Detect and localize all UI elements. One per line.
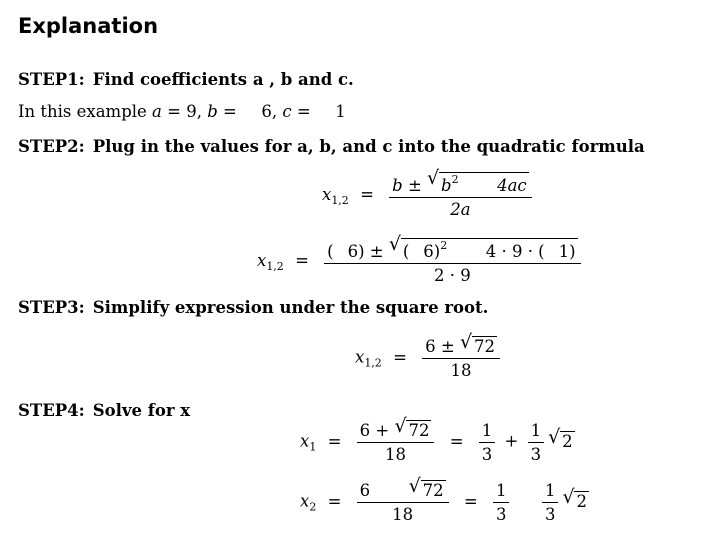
lhs-var: x (300, 431, 310, 451)
eq-sign: = (223, 102, 237, 121)
exponent: 2 (451, 173, 459, 186)
a-var: a (152, 102, 162, 121)
step4-label: STEP4: (18, 401, 85, 420)
x1-fraction (357, 415, 435, 464)
step2-label: STEP2: (18, 137, 85, 156)
constant: 6 (425, 337, 436, 356)
x2-solution (300, 475, 589, 524)
third-fraction (493, 481, 510, 524)
constant: 6 (359, 481, 371, 500)
b-term: b (392, 176, 403, 195)
lhs-subscript: 1,2 (331, 194, 349, 207)
fraction-numerator: 1 (495, 480, 507, 500)
four-ac: 4ac (497, 176, 527, 195)
step1-heading (18, 70, 354, 89)
x2-denominator: 18 (357, 502, 449, 524)
plugged-fraction (324, 233, 580, 285)
radical-icon: √ (388, 233, 401, 255)
x1-numerator (357, 415, 435, 442)
sqrt-discriminant (388, 233, 578, 261)
c-var: c (282, 102, 292, 121)
radicand: 72 (408, 421, 430, 440)
b-value: 6, (261, 102, 278, 121)
third-fraction (542, 481, 559, 524)
eq-sign: = (393, 347, 407, 367)
simplified-fraction (422, 331, 500, 380)
fraction-denominator: 3 (479, 442, 496, 464)
formula-fraction (389, 167, 532, 219)
lhs-subscript: 1,2 (364, 356, 382, 370)
simplified-numerator (422, 331, 500, 358)
pm-sign: ± (440, 337, 455, 356)
pm-sign: ± (407, 176, 422, 195)
lhs-subscript: 1 (309, 440, 317, 454)
eq-sign: = (296, 102, 311, 121)
b-value: 6) (423, 242, 441, 261)
step4-heading (18, 401, 190, 420)
third-fraction (528, 421, 545, 464)
sqrt-discriminant (427, 167, 529, 195)
eq-sign: = (327, 491, 342, 511)
sqrt-term (408, 475, 446, 500)
lhs-var: x (322, 185, 332, 204)
radicand: 72 (473, 337, 495, 356)
lhs-var: x (355, 347, 365, 367)
four-ac-product: 4 · 9 · ( (485, 242, 545, 261)
lhs-subscript: 2 (309, 500, 317, 514)
eq-sign: = (463, 491, 478, 511)
plus-sign: + (504, 431, 519, 451)
fraction-numerator: 1 (530, 420, 542, 440)
paren-open: ( (327, 242, 334, 261)
step3-label: STEP3: (18, 298, 85, 317)
x1-denominator: 18 (357, 442, 435, 464)
lhs-var: x (300, 491, 310, 511)
fraction-denominator: 3 (542, 502, 559, 524)
quadratic-formula (322, 167, 536, 219)
lhs-subscript: 1,2 (266, 260, 284, 273)
b-var: b (207, 102, 218, 121)
fraction-numerator: 1 (544, 480, 556, 500)
simplified-formula (355, 331, 504, 380)
fraction-numerator: 1 (481, 420, 493, 440)
radical-icon: √ (562, 485, 575, 508)
page-title: Explanation (18, 14, 159, 38)
eq-sign: = (449, 431, 464, 451)
step3-heading (18, 298, 488, 317)
example-prefix: In this example (18, 102, 147, 121)
x2-fraction (357, 475, 449, 524)
radical-icon: √ (394, 415, 407, 437)
neg-b: 6) (347, 242, 365, 261)
formula-denominator: 2a (389, 197, 532, 219)
step1-label: STEP1: (18, 70, 85, 89)
pm-sign: ± (369, 242, 384, 261)
fraction-denominator: 3 (493, 502, 510, 524)
step1-text: Find coefficients a , b and c. (92, 70, 354, 89)
step2-text: Plug in the values for a, b, and c into the quadratic formula (92, 137, 645, 156)
plugged-denominator: 2 · 9 (324, 263, 580, 285)
example-line (18, 102, 346, 121)
sqrt-term (394, 415, 431, 440)
fraction-denominator: 3 (528, 442, 545, 464)
eq-sign: = (327, 431, 342, 451)
b-squared-base: b (441, 176, 452, 195)
plugged-numerator (324, 233, 580, 263)
eq-sign: = (295, 251, 309, 270)
c-value: 1 (335, 102, 346, 121)
x2-numerator (357, 475, 449, 502)
radicand: 72 (422, 481, 444, 500)
formula-numerator (389, 167, 532, 197)
radicand: 2 (576, 491, 587, 511)
sqrt-two (548, 425, 575, 451)
exponent: 2 (440, 239, 448, 252)
paren-open: ( (402, 242, 410, 261)
radical-icon: √ (408, 475, 421, 497)
step4-text: Solve for x (92, 401, 191, 420)
eq-sign: = (360, 185, 374, 204)
x1-solution (300, 415, 575, 464)
constant: 6 (359, 421, 371, 440)
sqrt-two (562, 485, 589, 511)
radical-icon: √ (548, 425, 561, 448)
radical-icon: √ (427, 167, 440, 189)
plus-sign: + (375, 421, 390, 440)
lhs-var: x (257, 251, 267, 270)
plugged-formula (257, 233, 585, 285)
eq-sign: = (167, 102, 181, 121)
simplified-denominator: 18 (422, 358, 500, 380)
third-fraction (479, 421, 496, 464)
a-value: 9, (186, 102, 202, 121)
radical-icon: √ (459, 331, 473, 353)
c-value: 1) (558, 242, 576, 261)
radicand: 2 (562, 431, 573, 451)
step3-text: Simplify expression under the square root. (92, 298, 489, 317)
sqrt-term (459, 331, 497, 356)
step2-heading (18, 137, 645, 156)
